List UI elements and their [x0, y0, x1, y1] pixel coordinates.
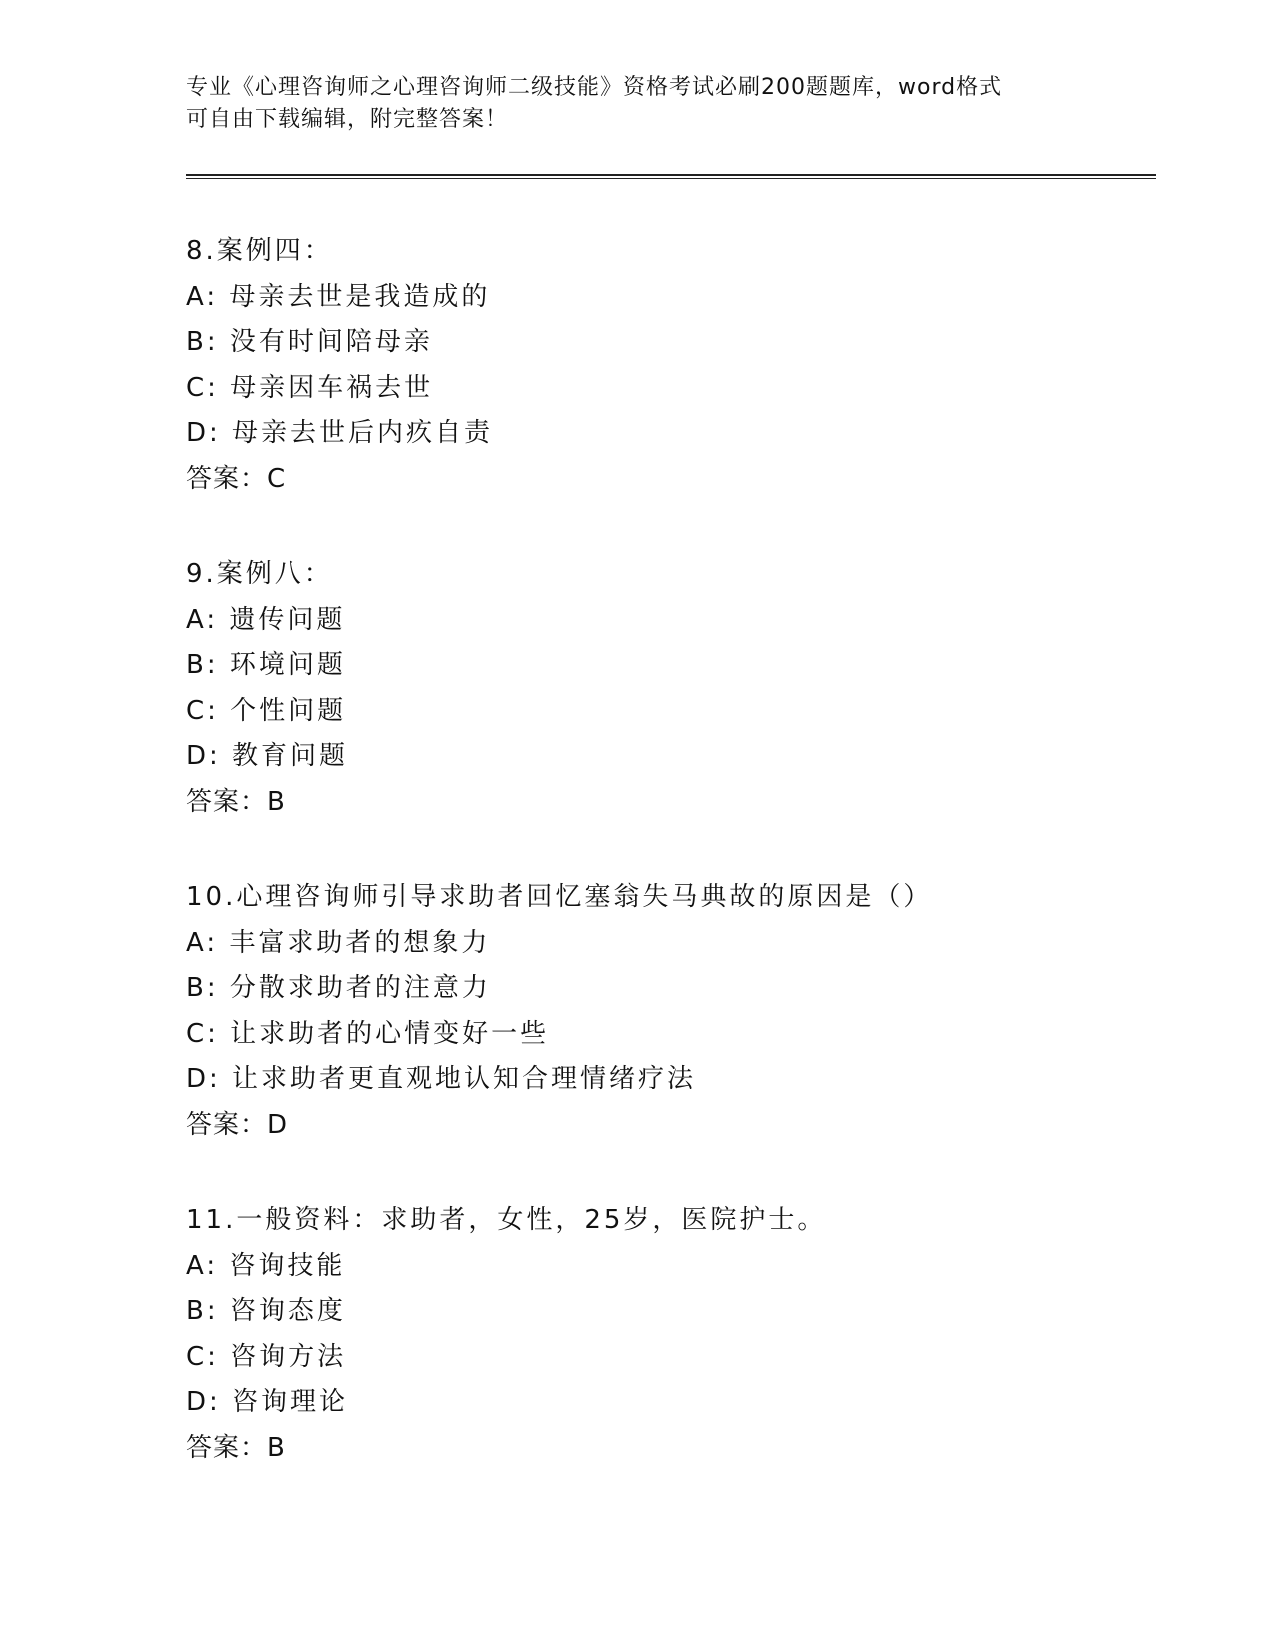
option-a: A: 丰富求助者的想象力	[186, 927, 491, 958]
question-stem: 11.一般资料：求助者，女性，25岁，医院护士。	[186, 1205, 827, 1235]
answer-line: 答案：D	[186, 1109, 289, 1140]
header-line-2: 可自由下载编辑，附完整答案！	[186, 107, 509, 132]
option-b: B: 分散求助者的注意力	[186, 973, 491, 1003]
option-a: A: 遗传问题	[186, 604, 346, 635]
header-divider	[186, 174, 1156, 179]
option-b: B: 咨询态度	[186, 1296, 346, 1326]
question-11	[186, 1198, 1156, 1471]
question-9	[186, 552, 1156, 825]
option-b: B: 环境问题	[186, 650, 346, 680]
answer-line: 答案：B	[186, 1432, 286, 1463]
header-line-1: 专业《心理咨询师之心理咨询师二级技能》资格考试必刷200题题库，word格式	[186, 75, 1003, 100]
question-8	[186, 229, 1156, 502]
document-header	[186, 72, 1156, 136]
option-d: D: 母亲去世后内疚自责	[186, 418, 494, 448]
answer-line: 答案：C	[186, 463, 287, 494]
option-b: B: 没有时间陪母亲	[186, 327, 433, 357]
option-c: C: 母亲因车祸去世	[186, 372, 434, 403]
answer-line: 答案：B	[186, 786, 286, 817]
option-c: C: 咨询方法	[186, 1341, 347, 1372]
question-10	[186, 875, 1156, 1148]
option-c: C: 让求助者的心情变好一些	[186, 1018, 550, 1049]
document-page	[186, 72, 1156, 1471]
option-d: D: 教育问题	[186, 741, 349, 771]
question-stem: 8.案例四：	[186, 236, 333, 266]
question-stem: 9.案例八：	[186, 559, 333, 589]
option-a: A: 咨询技能	[186, 1250, 346, 1281]
option-c: C: 个性问题	[186, 695, 347, 726]
option-d: D: 让求助者更直观地认知合理情绪疗法	[186, 1064, 697, 1094]
question-stem: 10.心理咨询师引导求助者回忆塞翁失马典故的原因是（）	[186, 882, 933, 912]
option-d: D: 咨询理论	[186, 1387, 349, 1417]
option-a: A: 母亲去世是我造成的	[186, 281, 491, 312]
